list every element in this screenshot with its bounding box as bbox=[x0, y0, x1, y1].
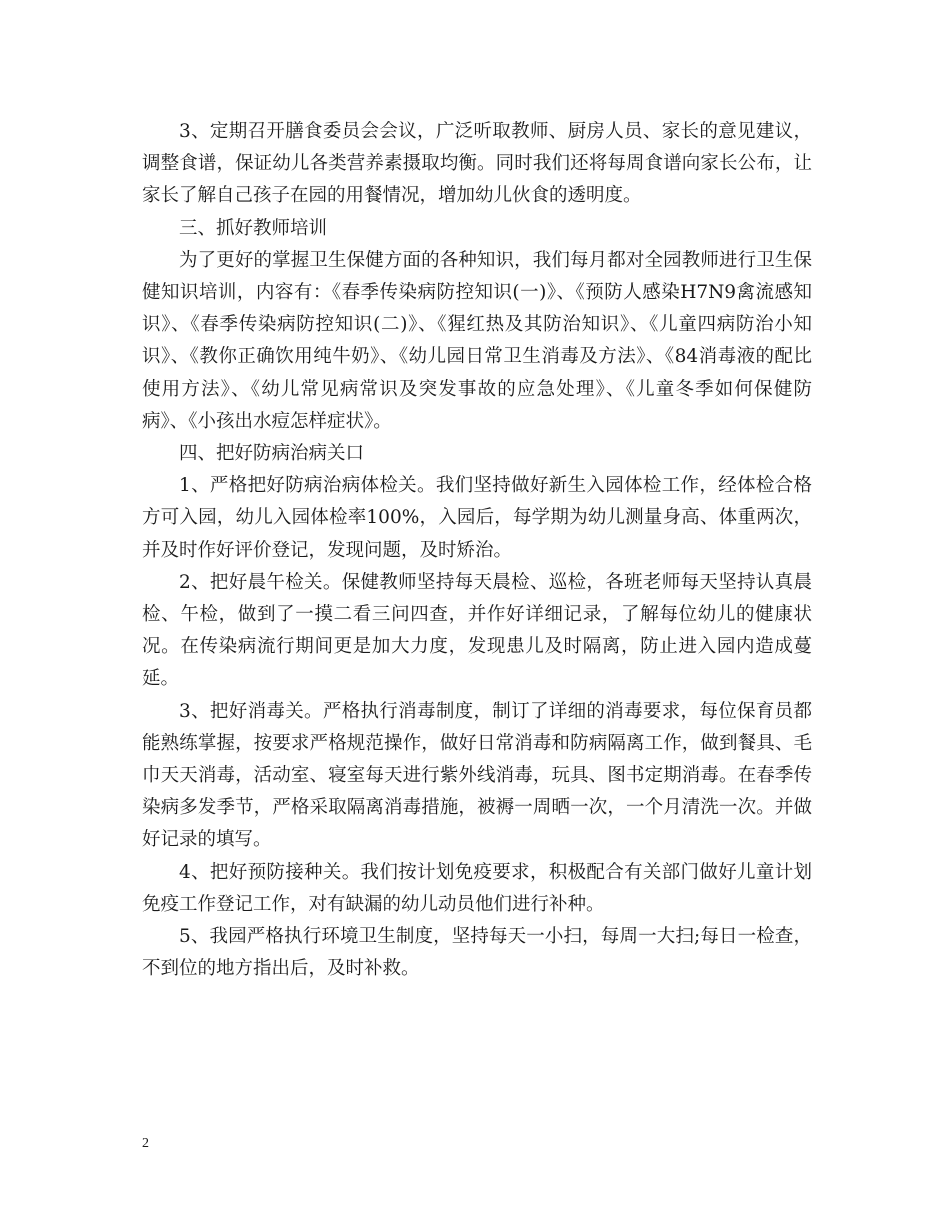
paragraph-menu-committee: 3、定期召开膳食委员会会议，广泛听取教师、厨房人员、家长的意见建议，调整食谱，保证幼儿各类营养素摄取均衡。同时我们还将每周食谱向家长公布，让家长了解自己孩子在园的用餐情况，增加幼儿伙食的透明度。 bbox=[142, 121, 812, 207]
paragraph-vaccination: 4、把好预防接种关。我们按计划免疫要求，积极配合有关部门做好儿童计划免疫工作登记工作，对有缺漏的幼儿动员他们进行补种。 bbox=[142, 861, 812, 915]
heading-teacher-training: 三、抓好教师培训 bbox=[179, 217, 328, 239]
page-number: 2 bbox=[142, 1136, 149, 1151]
document-body bbox=[142, 116, 812, 985]
paragraph-environment-hygiene: 5、我园严格执行环境卫生制度，坚持每天一小扫，每周一大扫;每日一检查，不到位的地方指出后，及时补救。 bbox=[142, 926, 812, 980]
heading-disease-prevention: 四、把好防病治病关口 bbox=[179, 443, 365, 465]
paragraph-training-topics: 为了更好的掌握卫生保健方面的各种知识，我们每月都对全园教师进行卫生保健知识培训，内容有：《春季传染病防控知识(一)》、《预防人感染H7N9禽流感知识》、《春季传染病防控知识(二)》、《猩红热及其防治知识》、《儿童四病防治小知识》、《教你正确饮用纯牛奶》、《幼儿园日常卫生消毒及方法》、《84消毒液的配比使用方法》、《幼儿常见病常识及突发事故的应急处理》、《儿童冬季如何保健防病》、《小孩出水痘怎样症状》。 bbox=[142, 249, 812, 432]
paragraph-health-check: 1、严格把好防病治病体检关。我们坚持做好新生入园体检工作，经体检合格方可入园，幼儿入园体检率100%，入园后，每学期为幼儿测量身高、体重两次，并及时作好评价登记，发现问题，及时矫治。 bbox=[142, 475, 812, 561]
paragraph-disinfection: 3、把好消毒关。严格执行消毒制度，制订了详细的消毒要求，每位保育员都能熟练掌握，按要求严格规范操作，做好日常消毒和防病隔离工作，做到餐具、毛巾天天消毒，活动室、寝室每天进行紫外线消毒，玩具、图书定期消毒。在春季传染病多发季节，严格采取隔离消毒措施，被褥一周晒一次，一个月清洗一次。并做好记录的填写。 bbox=[142, 700, 812, 851]
paragraph-morning-check: 2、把好晨午检关。保健教师坚持每天晨检、巡检，各班老师每天坚持认真晨检、午检，做到了一摸二看三问四查，并作好详细记录，了解每位幼儿的健康状况。在传染病流行期间更是加大力度，发现患儿及时隔离，防止进入园内造成蔓延。 bbox=[142, 571, 812, 690]
